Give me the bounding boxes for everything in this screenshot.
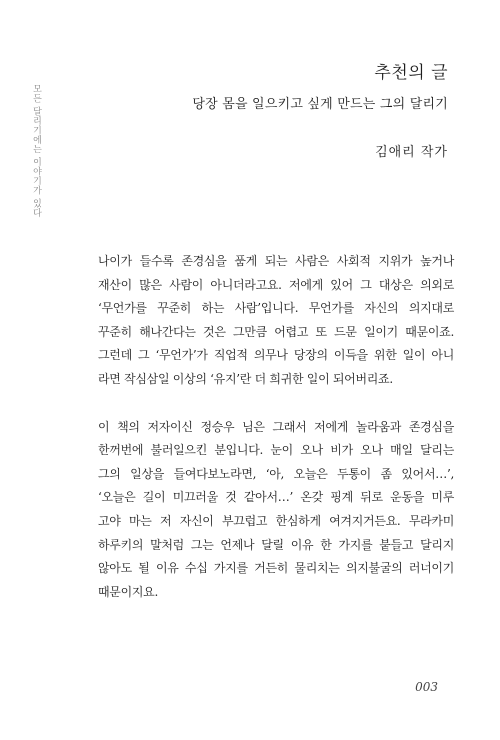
page-number: 003: [415, 680, 438, 694]
text-line: 그런데 그 ‘무언가’가 직업적 의무나 당장의 이득을 위한 일이 아니: [98, 348, 454, 363]
text-line: 꾸준히 해나간다는 것은 그만큼 어렵고 또 드문 일이기 때문이죠.: [98, 324, 454, 339]
paragraph-2: [98, 416, 454, 605]
text-line: ‘무언가를 꾸준히 하는 사람’입니다. 무언가를 자신의 의지대로: [98, 301, 454, 316]
text-line: 나이가 들수록 존경심을 품게 되는 사람은 사회적 지위가 높거나: [98, 254, 454, 268]
text-line: 하루키의 말처럼 그는 언제나 달릴 이유 한 가지를 붙들고 달리지: [98, 537, 454, 552]
text-line: 고야 마는 저 자신이 부끄럽고 한심하게 여겨지거든요. 무라카미: [98, 513, 454, 528]
text-line: 않아도 될 이유 수십 가지를 거든히 물리치는 의지불굴의 러너이기: [98, 561, 454, 576]
section-title: 추천의 글: [374, 63, 448, 83]
text-line: 라면 작심삼일 이상의 ‘유지’란 더 희귀한 일이 되어버리죠.: [98, 371, 393, 386]
section-header: [192, 62, 448, 114]
body-text: [98, 250, 454, 628]
text-line: 이 책의 저자이신 정승우 님은 그래서 저에게 놀라움과 존경심을: [98, 419, 454, 434]
text-line: 때문이지요.: [98, 584, 158, 599]
section-subtitle: 당장 몸을 일으키고 싶게 만드는 그의 달리기: [192, 97, 448, 112]
text-line: 한꺼번에 불러일으킨 분입니다. 눈이 오나 비가 오나 매일 달리는: [98, 443, 454, 458]
text-line: 재산이 많은 사람이 아니더라고요. 저에게 있어 그 대상은 의외로: [98, 277, 454, 292]
author-name: 김애리 작가: [375, 145, 448, 160]
text-line: ‘오늘은 길이 미끄러울 것 같아서…’ 온갖 핑계 뒤로 운동을 미루: [98, 490, 454, 505]
paragraph-1: [98, 250, 454, 392]
running-head: 모든 달리기에는 이야기가 있다: [31, 84, 41, 218]
text-line: 그의 일상을 들여다보노라면, ‘아, 오늘은 두통이 좀 있어서…’,: [98, 466, 454, 481]
